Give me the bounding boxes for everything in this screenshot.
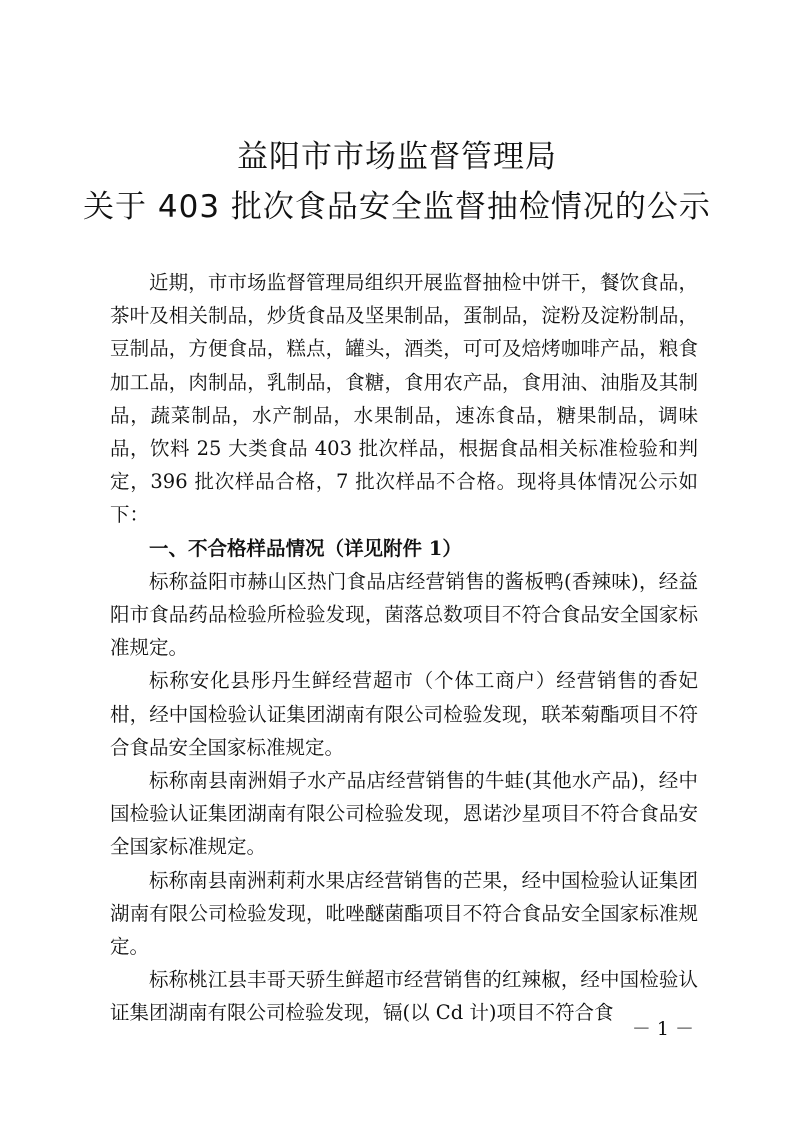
finding-paragraph-1: 标称益阳市赫山区热门食品店经营销售的酱板鸭(香辣味)，经益阳市食品药品检验所检验发现，菌落总数项目不符合食品安全国家标准规定。 [110, 569, 698, 660]
title-line-2: 关于 403 批次食品安全监督抽检情况的公示 [83, 189, 711, 225]
section-heading: 一、不合格样品情况（详见附件 1） [149, 536, 462, 560]
intro-paragraph: 近期，市市场监督管理局组织开展监督抽检中饼干，餐饮食品，茶叶及相关制品，炒货食品及坚果制品，蛋制品，淀粉及淀粉制品，豆制品，方便食品，糕点，罐头，酒类，可可及焙烤咖啡产品，粮食加工品，肉制品，乳制品，食糖，食用农产品，食用油、油脂及其制品，蔬菜制品，水产制品，水果制品，速冻食品，糖果制品，调味品，饮料 25 大类食品 403 批次样品，根据食品相关标准检验和判定，396 批次样品合格，7 批次样品不合格。现将具体情况公示如下： [110, 271, 698, 527]
page-number: － 1 － [631, 1018, 694, 1040]
finding-paragraph-2: 标称安化县彤丹生鲜经营超市（个体工商户）经营销售的香妃柑，经中国检验认证集团湖南有限公司检验发现，联苯菊酯项目不符合食品安全国家标准规定。 [110, 669, 698, 759]
finding-paragraph-4: 标称南县南洲莉莉水果店经营销售的芒果，经中国检验认证集团湖南有限公司检验发现，吡唑醚菌酯项目不符合食品安全国家标准规定。 [110, 868, 698, 959]
document-body [110, 266, 698, 1030]
title-line-1: 益阳市市场监督管理局 [237, 139, 557, 175]
finding-paragraph-5: 标称桃江县丰哥天骄生鲜超市经营销售的红辣椒，经中国检验认证集团湖南有限公司检验发现，镉(以 Cd 计)项目不符合食 [110, 968, 698, 1025]
finding-paragraph-3: 标称南县南洲娟子水产品店经营销售的牛蛙(其他水产品)，经中国检验认证集团湖南有限公司检验发现，恩诺沙星项目不符合食品安全国家标准规定。 [110, 769, 698, 859]
document-title [0, 132, 794, 232]
